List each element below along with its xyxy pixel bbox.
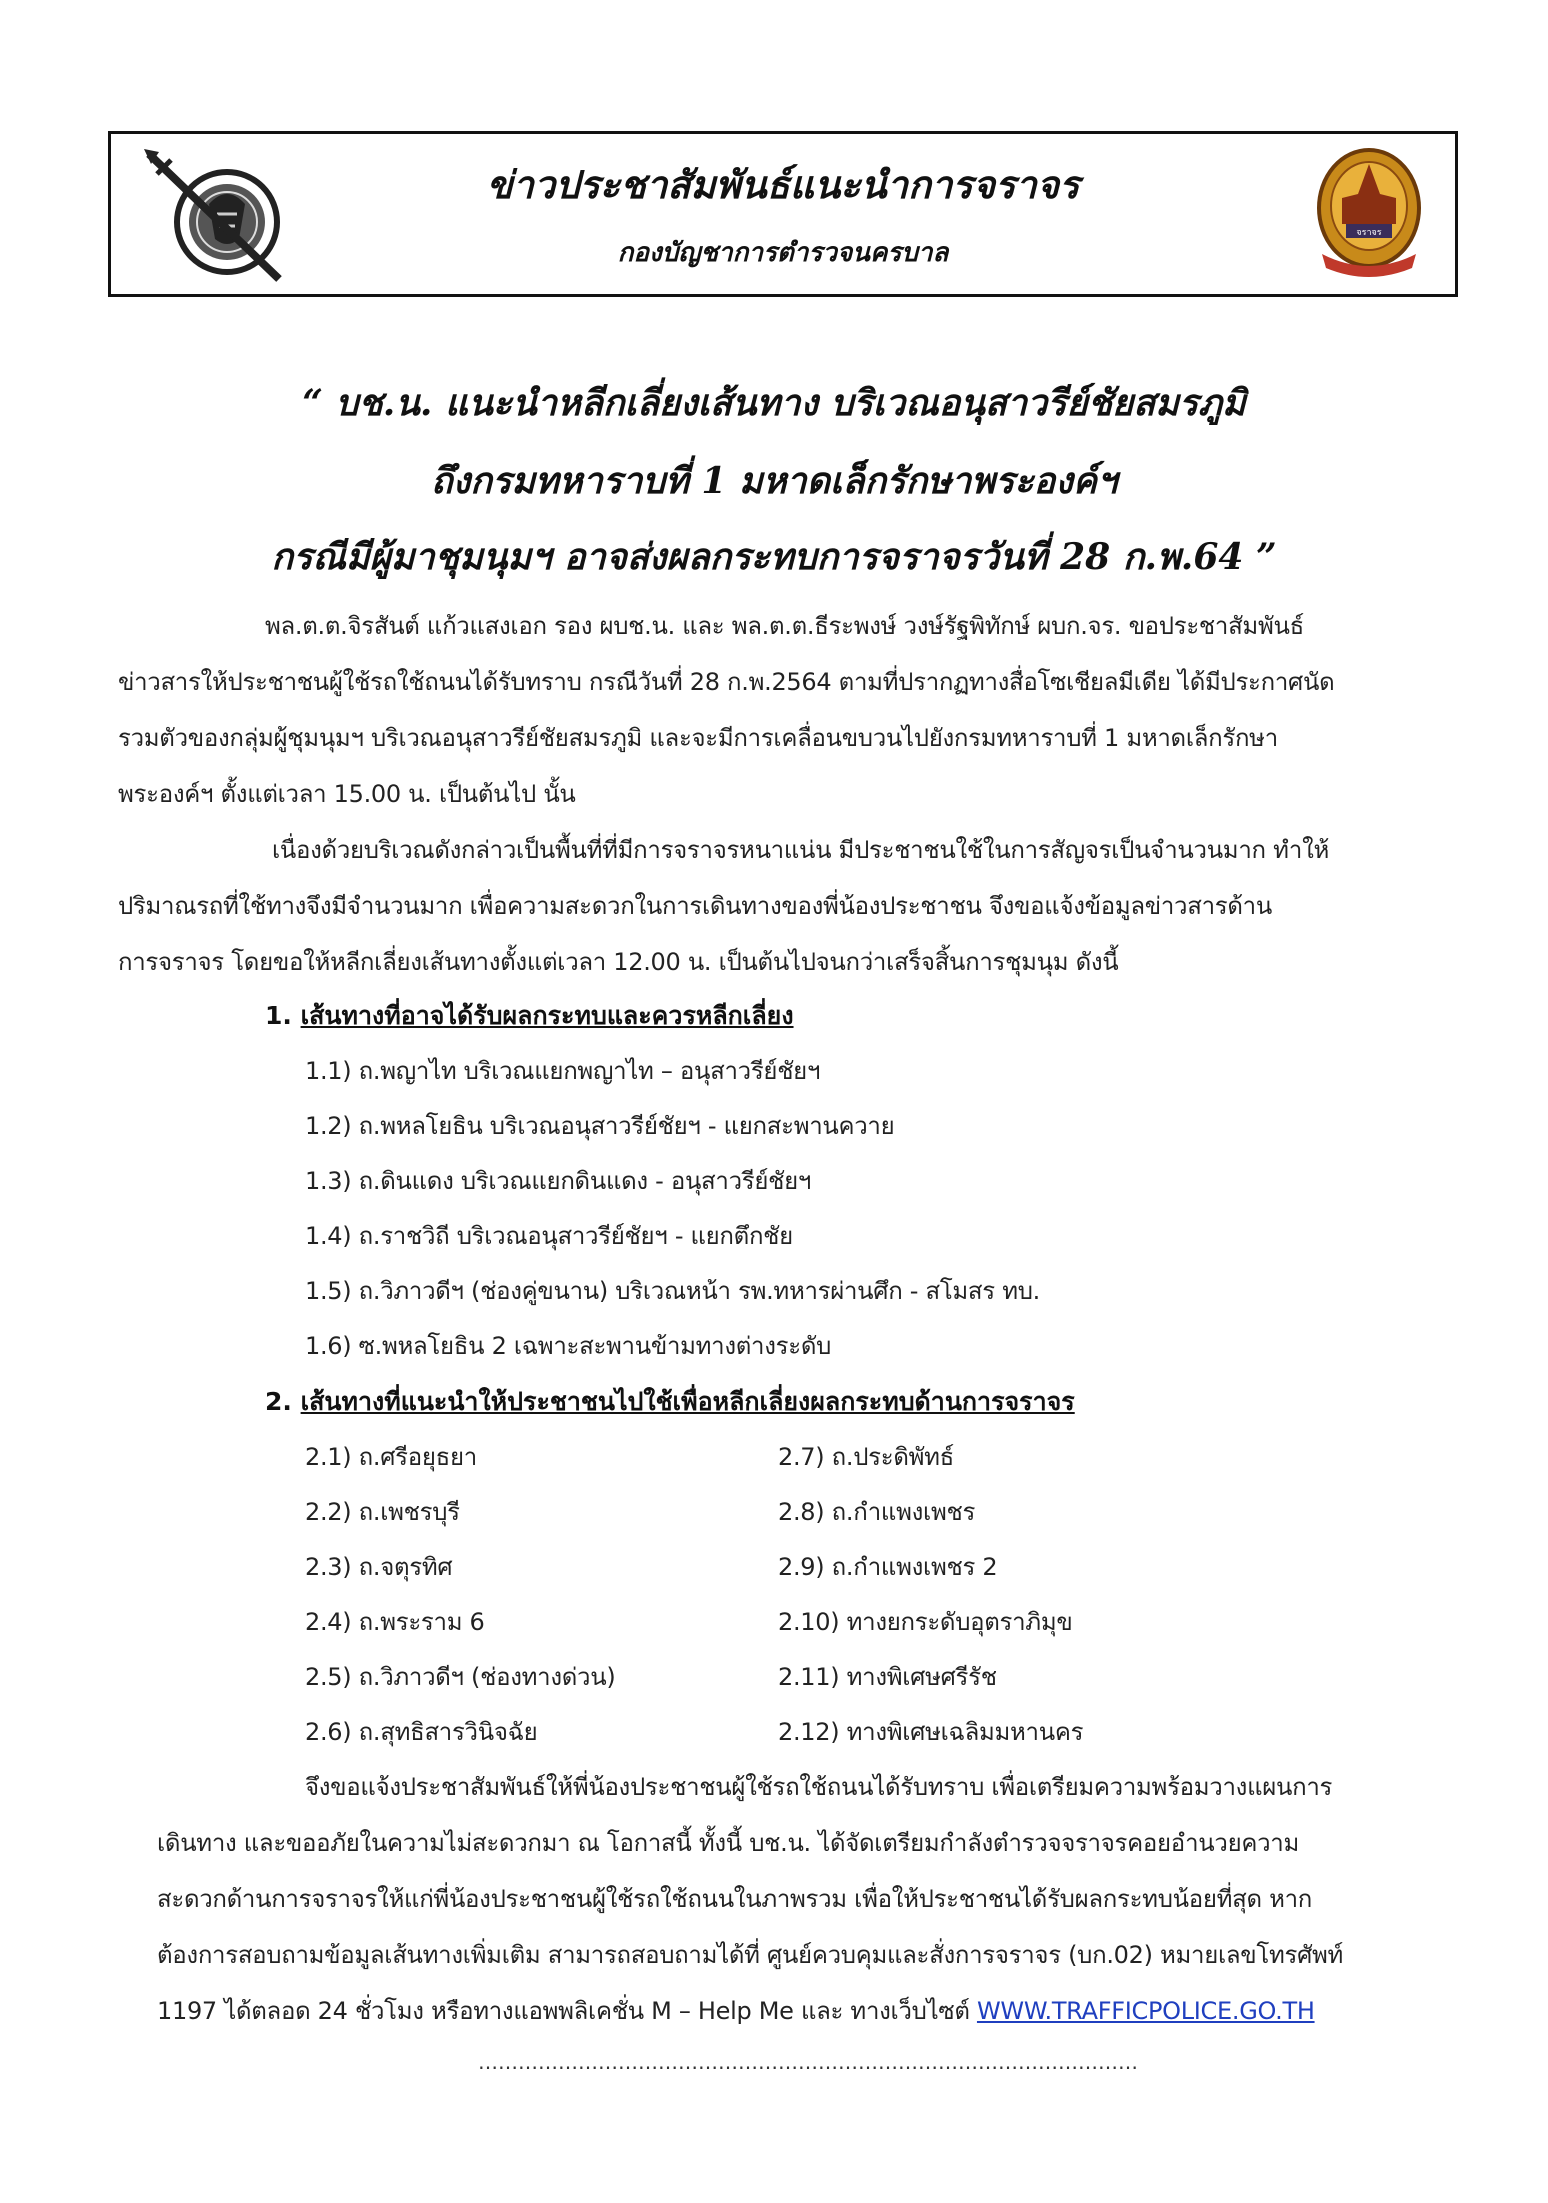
intro-line: พระองค์ฯ ตั้งแต่เวลา 15.00 น. เป็นต้นไป นั้น: [118, 780, 576, 808]
body-line: ปริมาณรถที่ใช้ทางจึงมีจำนวนมาก เพื่อความสะดวกในการเดินทางของพี่น้องประชาชน จึงขอแจ้งข้อมูลข่าวสารด้าน: [118, 892, 1272, 920]
closing-line: เดินทาง และขออภัยในความไม่สะดวกมา ณ โอกาสนี้ ทั้งนี้ บช.น. ได้จัดเตรียมกำลังตำรวจจราจรคอยอำนวยความ: [157, 1829, 1299, 1857]
list-item: 2.11) ทางพิเศษศรีรัช: [778, 1663, 997, 1691]
closing-line: จึงขอแจ้งประชาสัมพันธ์ให้พี่น้องประชาชนผู้ใช้รถใช้ถนนได้รับทราบ เพื่อเตรียมความพร้อมวางแผนการ: [305, 1773, 1333, 1801]
header-title: ข่าวประชาสัมพันธ์แนะนำการจราจร: [486, 162, 1080, 207]
headline-line-1: “ บช.น. แนะนำหลีกเลี่ยงเส้นทาง บริเวณอนุสาวรีย์ชัยสมรภูมิ: [302, 382, 1246, 424]
headline-line-3: กรณีมีผู้มาชุมนุมฯ อาจส่งผลกระทบการจราจรวันที่ 28 ก.พ.64 ”: [271, 536, 1277, 578]
svg-text:จราจร: จราจร: [1356, 228, 1382, 238]
section-2-heading: เส้นทางที่แนะนำให้ประชาชนไปใช้เพื่อหลีกเลี่ยงผลกระทบด้านการจราจร: [300, 1387, 1075, 1416]
intro-line: รวมตัวของกลุ่มผู้ชุมนุมฯ บริเวณอนุสาวรีย์ชัยสมรภูมิ และจะมีการเคลื่อนขบวนไปยังกรมทหาราบที่ 1 มหาดเล็กรักษา: [118, 724, 1278, 752]
intro-line: พล.ต.ต.จิรสันต์ แก้วแสงเอก รอง ผบช.น. และ พล.ต.ต.ธีระพงษ์ วงษ์รัฐพิทักษ์ ผบก.จร. ขอประชาสัมพันธ์: [265, 612, 1304, 640]
list-item: 1.1) ถ.พญาไท บริเวณแยกพญาไท – อนุสาวรีย์ชัยฯ: [305, 1057, 821, 1085]
section-1-heading: เส้นทางที่อาจได้รับผลกระทบและควรหลีกเลี่ยง: [300, 1001, 794, 1030]
list-item: 1.6) ซ.พหลโยธิน 2 เฉพาะสะพานข้ามทางต่างระดับ: [305, 1332, 832, 1360]
list-item: 2.8) ถ.กำแพงเพชร: [778, 1498, 976, 1526]
header-box: [108, 131, 1458, 297]
list-item: 2.4) ถ.พระราม 6: [305, 1608, 485, 1636]
list-item: 1.4) ถ.ราชวิถี บริเวณอนุสาวรีย์ชัยฯ - แยกตึกชัย: [305, 1222, 793, 1250]
header-subtitle: กองบัญชาการตำรวจนครบาล: [617, 238, 949, 268]
closing-last-line: [157, 1991, 1315, 2030]
section-2-title: [265, 1382, 1075, 1422]
list-item: 2.6) ถ.สุทธิสารวินิจฉัย: [305, 1718, 538, 1746]
list-item: 2.5) ถ.วิภาวดีฯ (ช่องทางด่วน): [305, 1663, 616, 1691]
list-item: 2.1) ถ.ศรีอยุธยา: [305, 1443, 477, 1471]
list-item: 1.3) ถ.ดินแดง บริเวณแยกดินแดง - อนุสาวรีย์ชัยฯ: [305, 1167, 812, 1195]
section-2-number: 2.: [265, 1387, 301, 1416]
list-item: 2.3) ถ.จตุรทิศ: [305, 1553, 453, 1581]
list-item: 2.9) ถ.กำแพงเพชร 2: [778, 1553, 998, 1581]
closing-line: ต้องการสอบถามข้อมูลเส้นทางเพิ่มเติม สามารถสอบถามได้ที่ ศูนย์ควบคุมและสั่งการจราจร (บก.02) หมายเลขโทรศัพท์: [157, 1941, 1344, 1969]
body-line: การจราจร โดยขอให้หลีกเลี่ยงเส้นทางตั้งแต่เวลา 12.00 น. เป็นต้นไปจนกว่าเสร็จสิ้นการชุมนุม ดังนี้: [118, 948, 1119, 976]
list-item: 2.10) ทางยกระดับอุตราภิมุข: [778, 1608, 1073, 1636]
footer-divider: ………………………………………………………………………………………: [478, 2050, 1138, 2074]
body-line: เนื่องด้วยบริเวณดังกล่าวเป็นพื้นที่ที่มีการจราจรหนาแน่น มีประชาชนใช้ในการสัญจรเป็นจำนวนมาก ทำให้: [272, 836, 1330, 864]
list-item: 1.2) ถ.พหลโยธิน บริเวณอนุสาวรีย์ชัยฯ - แยกสะพานควาย: [305, 1112, 895, 1140]
traffic-police-emblem-icon: [1312, 146, 1427, 286]
section-1-title: [265, 996, 794, 1036]
intro-line: ข่าวสารให้ประชาชนผู้ใช้รถใช้ถนนได้รับทราบ กรณีวันที่ 28 ก.พ.2564 ตามที่ปรากฏทางสื่อโซเชียลมีเดีย ได้มีประกาศนัด: [118, 668, 1335, 696]
section-1-number: 1.: [265, 1001, 301, 1030]
list-item: 1.5) ถ.วิภาวดีฯ (ช่องคู่ขนาน) บริเวณหน้า รพ.ทหารผ่านศึก - สโมสร ทบ.: [305, 1277, 1040, 1305]
website-link[interactable]: WWW.TRAFFICPOLICE.GO.TH: [976, 1997, 1315, 2025]
list-item: 2.12) ทางพิเศษเฉลิมมหานคร: [778, 1718, 1084, 1746]
list-item: 2.7) ถ.ประดิพัทธ์: [778, 1443, 955, 1471]
headline-line-2: ถึงกรมทหาราบที่ 1 มหาดเล็กรักษาพระองค์ฯ: [430, 460, 1118, 502]
closing-line: สะดวกด้านการจราจรให้แก่พี่น้องประชาชนผู้ใช้รถใช้ถนนในภาพรวม เพื่อให้ประชาชนได้รับผลกระทบน้อยที่สุด หาก: [157, 1885, 1313, 1913]
closing-last-text: 1197 ได้ตลอด 24 ชั่วโมง หรือทางแอพพลิเคชั่น M – Help Me และ ทางเว็บไซต์: [157, 1997, 977, 2025]
list-item: 2.2) ถ.เพชรบุรี: [305, 1498, 460, 1526]
